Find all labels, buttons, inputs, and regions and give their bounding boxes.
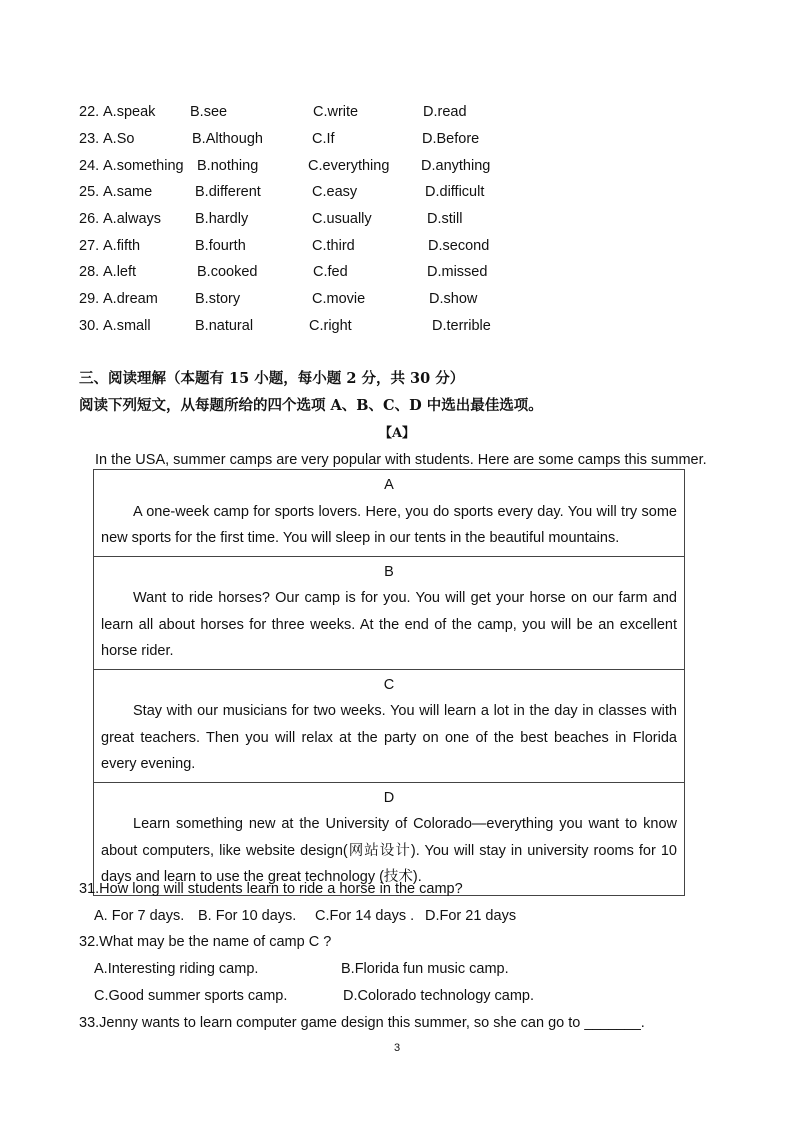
question-32-option-b: B.Florida fun music camp. bbox=[341, 961, 509, 977]
option-c: C.movie bbox=[312, 291, 366, 307]
option-b: B.hardly bbox=[195, 211, 249, 227]
camp-text: Learn something new at the University of Colorado—everything you want to know about computers, like website design(网站设计). You will stay in university rooms for 10 days and learn to use the great technology (技术). bbox=[101, 816, 677, 885]
option-a: A.speak bbox=[103, 104, 156, 120]
question-31-stem: 31.How long will students learn to ride a horse in the camp? bbox=[79, 881, 463, 897]
option-c: C.third bbox=[312, 238, 355, 254]
option-c: C.fed bbox=[313, 264, 348, 280]
camp-label: C bbox=[383, 676, 395, 693]
question-33-stem: 33.Jenny wants to learn computer game design this summer, so she can go to _______. bbox=[79, 1015, 645, 1031]
option-c: C.If bbox=[312, 131, 335, 147]
option-b: B.story bbox=[195, 291, 241, 307]
option-a: A.fifth bbox=[103, 238, 141, 254]
question-31-option-b: B. For 10 days. bbox=[198, 908, 297, 924]
option-num: 28. bbox=[79, 264, 100, 280]
option-a: A.left bbox=[103, 264, 137, 280]
camp-label: D bbox=[383, 789, 395, 806]
question-32-stem: 32.What may be the name of camp C ? bbox=[79, 934, 332, 950]
option-d: D.still bbox=[427, 211, 463, 227]
option-d: D.difficult bbox=[425, 184, 485, 200]
option-num: 24. bbox=[79, 158, 100, 174]
option-c: C.easy bbox=[312, 184, 358, 200]
question-32-option-d: D.Colorado technology camp. bbox=[343, 988, 535, 1004]
option-num: 30. bbox=[79, 318, 100, 334]
camp-cell bbox=[94, 669, 685, 782]
camp-row-a bbox=[94, 470, 685, 557]
camp-cell bbox=[94, 556, 685, 669]
camps-table bbox=[93, 469, 685, 896]
option-b: B.cooked bbox=[197, 264, 258, 280]
option-b: B.Although bbox=[192, 131, 263, 147]
option-d: D.show bbox=[429, 291, 478, 307]
camp-text: A one-week camp for sports lovers. Here, you do sports every day. You will try some new sports for the first time. You will sleep in our tents in the beautiful mountains. bbox=[101, 503, 677, 546]
option-d: D.second bbox=[428, 238, 490, 254]
passage-intro: In the USA, summer camps are very popular with students. Here are some camps this summer. bbox=[95, 452, 707, 468]
passage-label: 【A】 bbox=[378, 426, 416, 441]
option-b: B.see bbox=[190, 104, 228, 120]
option-num: 23. bbox=[79, 131, 100, 147]
option-b: B.different bbox=[195, 184, 261, 200]
option-a: A.always bbox=[103, 211, 162, 227]
option-a: A.dream bbox=[103, 291, 158, 307]
question-31-option-a: A. For 7 days. bbox=[94, 908, 185, 924]
question-32-option-c: C.Good summer sports camp. bbox=[94, 988, 288, 1004]
section-instruction: 阅读下列短文，从每题所给的四个选项 A、B、C、D 中选出最佳选项。 bbox=[79, 397, 543, 414]
camp-label: A bbox=[384, 477, 394, 493]
option-a: A.So bbox=[103, 131, 135, 147]
option-num: 27. bbox=[79, 238, 100, 254]
option-d: D.terrible bbox=[432, 318, 491, 334]
option-b: B.fourth bbox=[195, 238, 246, 254]
option-a: A.small bbox=[103, 318, 151, 334]
section-title: 三、阅读理解（本题有 15 小题，每小题 2 分，共 30 分） bbox=[79, 370, 465, 387]
option-c: C.right bbox=[309, 318, 352, 334]
option-num: 25. bbox=[79, 184, 100, 200]
camp-text: Stay with our musicians for two weeks. You will learn a lot in the day in classes with great teachers. Then you will relax at the party on one of the best beaches in Florida every evening. bbox=[101, 703, 677, 772]
option-d: D.anything bbox=[421, 158, 491, 174]
question-31-option-d: D.For 21 days bbox=[425, 908, 517, 924]
camp-row-c bbox=[94, 669, 685, 782]
option-b: B.nothing bbox=[197, 158, 259, 174]
option-a: 22. bbox=[79, 104, 100, 120]
option-a: A.same bbox=[103, 184, 153, 200]
question-31-option-c: C.For 14 days . bbox=[315, 908, 415, 924]
camp-cell bbox=[94, 470, 685, 557]
camp-text: Want to ride horses? Our camp is for you. You will get your horse on our farm and learn all about horses for three weeks. At the end of the camp, you will be an excellent horse rider. bbox=[101, 590, 677, 659]
option-num: 26. bbox=[79, 211, 100, 227]
option-a: A.something bbox=[103, 158, 184, 174]
option-b: B.natural bbox=[195, 318, 254, 334]
question-32-option-a: A.Interesting riding camp. bbox=[94, 961, 259, 977]
camp-label: B bbox=[384, 563, 394, 580]
option-d: D.read bbox=[423, 104, 467, 120]
option-c: C.write bbox=[313, 104, 359, 120]
option-d: D.missed bbox=[427, 264, 488, 280]
option-c: C.usually bbox=[312, 211, 372, 227]
page-number: 3 bbox=[393, 1042, 401, 1054]
option-d: D.Before bbox=[422, 131, 480, 147]
camp-row-b bbox=[94, 556, 685, 669]
option-c: C.everything bbox=[308, 158, 390, 174]
option-num: 29. bbox=[79, 291, 100, 307]
